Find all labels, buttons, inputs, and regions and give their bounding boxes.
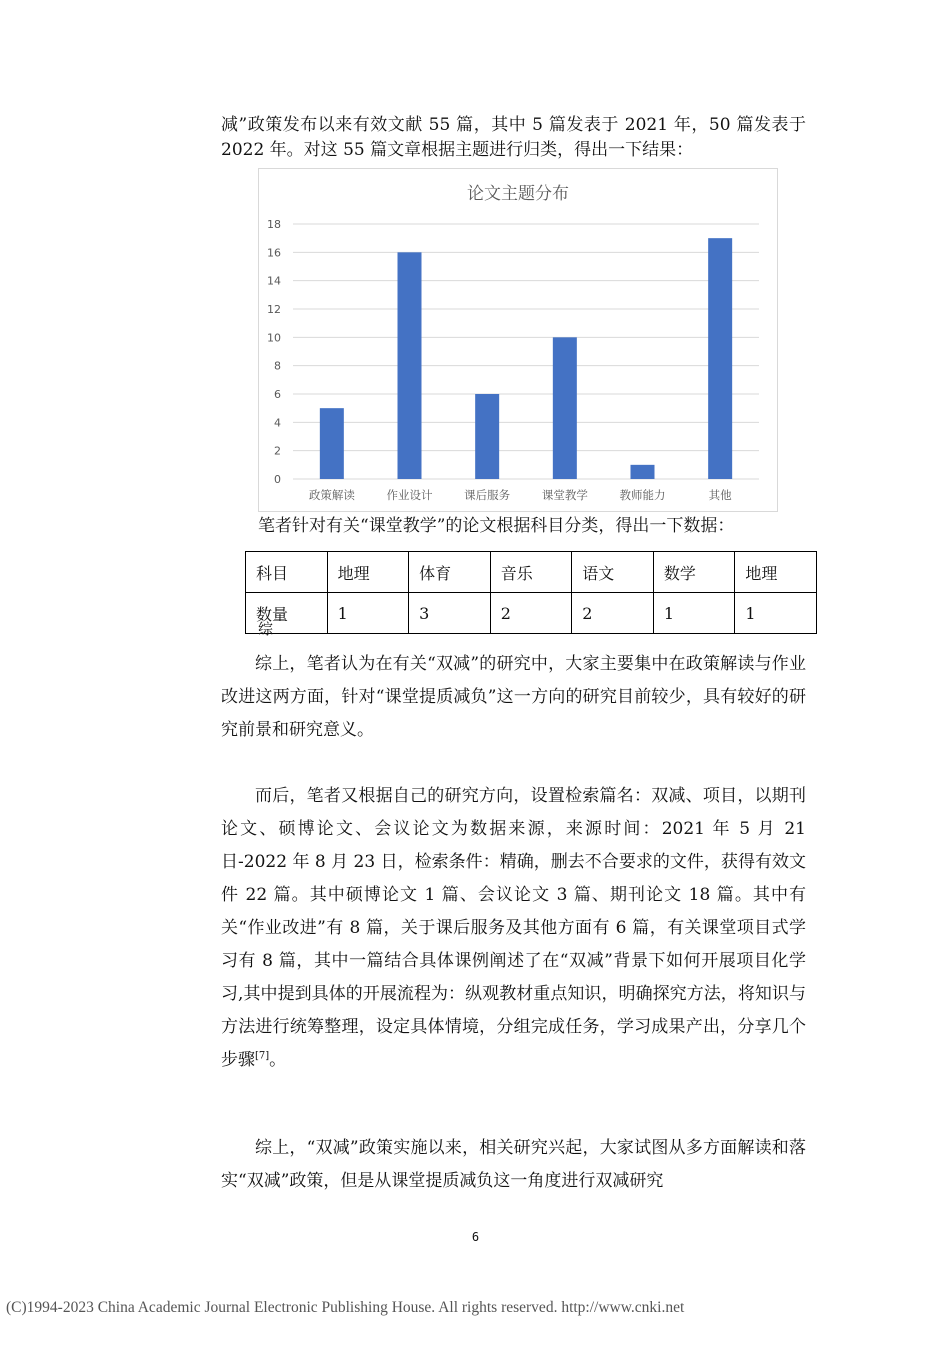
bar (708, 238, 732, 479)
citation-tail: 。 (269, 1050, 287, 1070)
table-cell: 地理 (327, 552, 409, 593)
table-row (246, 552, 817, 593)
citation-mark: [7] (255, 1050, 270, 1062)
table-row (246, 593, 817, 634)
page-number: 6 (471, 1230, 480, 1244)
table-cell: 2 (490, 593, 572, 634)
chart-title: 论文主题分布 (467, 184, 569, 204)
y-tick-label: 4 (274, 416, 281, 430)
table-cell: 体育 (409, 552, 491, 593)
table-cell: 数量 (246, 593, 328, 634)
copyright-footer: (C)1994-2023 China Academic Journal Electronic Publishing House. All rights reserved. http://www.cnki.net (6, 1299, 685, 1316)
body-paragraph-2-text: 而后，笔者又根据自己的研究方向，设置检索篇名：双减、项目，以期刊论文、硕博论文、会议论文为数据来源，来源时间：2021 年 5 月 21 日-2022 年 8 月 23 日，检索条件：精确，删去不合要求的文件，获得有效文件 22 篇。其中硕博论文 1 篇、会议论文 3 篇、期刊论文 18 篇。其中有关“作业改进”有 8 篇，关于课后服务及其他方面有 6 篇，有关课堂项目式学习有 8 篇，其中一篇结合具体课例阐述了在“双减”背景下如何开展项目化学习,其中提到具体的开展流程为：纵观教材重点知识，明确探究方法，将知识与方法进行统筹整理，设定具体情境，分组完成任务，学习成果产出，分享几个步骤 (221, 786, 806, 1070)
bar (553, 337, 577, 479)
y-tick-label: 0 (274, 473, 281, 486)
bar (475, 394, 499, 479)
y-tick-label: 12 (267, 303, 281, 316)
intro-paragraph: 减”政策发布以来有效文献 55 篇，其中 5 篇发表于 2021 年，50 篇发表于 2022 年。对这 55 篇文章根据主题进行归类，得出一下结果： (221, 115, 806, 160)
bar (631, 465, 655, 479)
bar (320, 408, 344, 479)
x-tick-label: 教师能力 (619, 488, 666, 502)
x-tick-label: 作业设计 (386, 488, 433, 502)
table-cell: 音乐 (490, 552, 572, 593)
table-cell: 1 (653, 593, 735, 634)
chart-svg (259, 169, 777, 511)
y-tick-label: 10 (267, 331, 281, 345)
y-tick-label: 8 (274, 359, 281, 373)
body-paragraph-3: 综上，“双减”政策实施以来，相关研究兴起，大家试图从多方面解读和落实“双减”政策，但是从课堂提质减负这一角度进行双减研究 (221, 1138, 806, 1191)
table-cell: 3 (409, 593, 491, 634)
body-paragraph-2 (221, 780, 806, 1077)
y-tick-label: 14 (267, 274, 281, 288)
y-tick-label: 18 (267, 218, 281, 231)
overlap-char: 综 (258, 620, 274, 638)
body-paragraph-1: 综上，笔者认为在有关“双减”的研究中，大家主要集中在政策解读与作业改进这两方面，针对“课堂提质减负”这一方向的研究目前较少，具有较好的研究前景和研究意义。 (221, 654, 806, 740)
y-tick-label: 16 (267, 246, 281, 260)
x-tick-label: 课后服务 (464, 488, 511, 502)
table-cell: 1 (735, 593, 817, 634)
table-cell: 地理 (735, 552, 817, 593)
table-cell: 语文 (572, 552, 654, 593)
table-lead-text: 笔者针对有关“课堂教学”的论文根据科目分类，得出一下数据： (258, 516, 735, 536)
table-cell: 2 (572, 593, 654, 634)
table-cell: 科目 (246, 552, 328, 593)
x-tick-label: 课堂教学 (541, 488, 588, 502)
table-cell: 数学 (653, 552, 735, 593)
x-tick-label: 政策解读 (308, 488, 355, 502)
y-tick-label: 6 (274, 388, 281, 401)
x-tick-label: 其他 (708, 488, 732, 502)
bar-chart (258, 168, 778, 512)
subject-table (245, 551, 817, 634)
bar (398, 252, 422, 479)
y-tick-label: 2 (274, 444, 281, 458)
table-cell: 1 (327, 593, 409, 634)
